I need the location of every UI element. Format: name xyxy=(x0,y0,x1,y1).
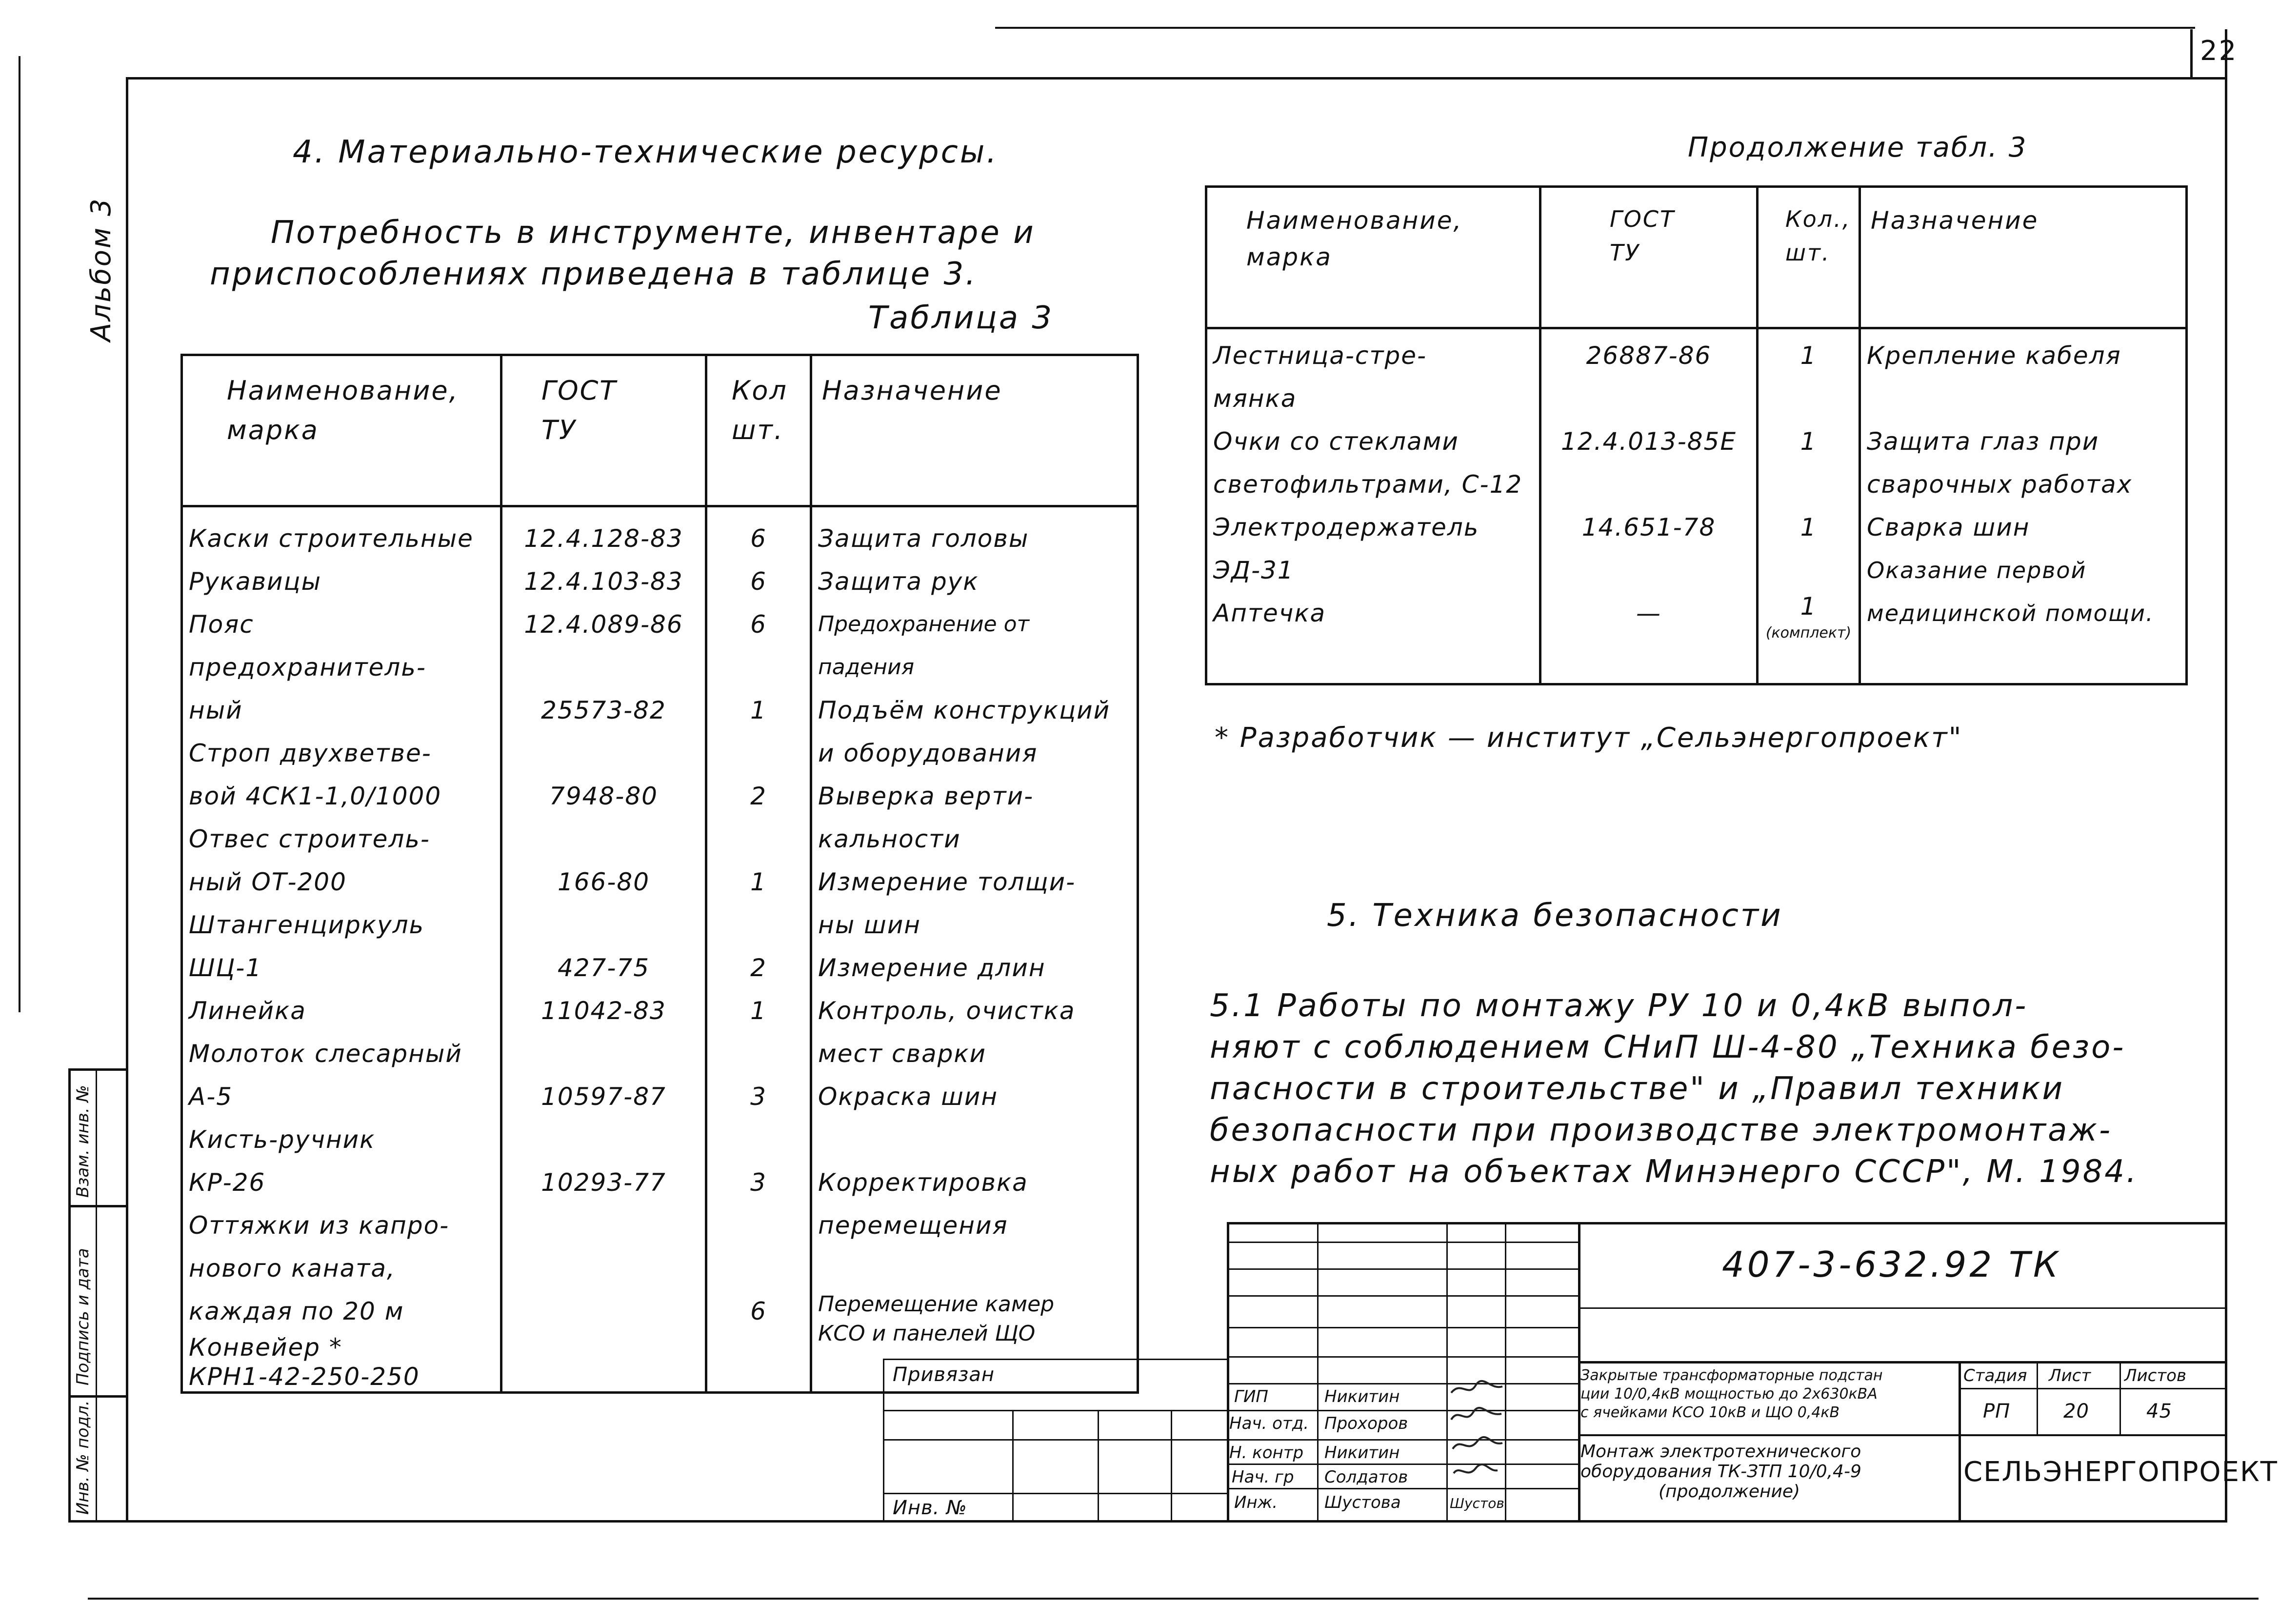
table-cell: Корректировка перемещения xyxy=(818,1168,1028,1240)
table-cell: Защита глаз при сварочных работах xyxy=(1867,427,2133,499)
table-cell: Каски строительные xyxy=(189,524,474,553)
privyazan-row3 xyxy=(883,1493,1229,1494)
sheet-sheets-divider xyxy=(2119,1361,2121,1434)
stage-label-bottom xyxy=(1959,1388,2227,1389)
person-1: Никитин xyxy=(1324,1387,1400,1406)
table-cell: 14.651-78 xyxy=(1581,513,1716,541)
table-cell: 1 xyxy=(1800,592,1817,621)
stamp-doc-code-bottom xyxy=(1578,1307,2227,1309)
role-inzh: Инж. xyxy=(1234,1493,1278,1512)
table-cell: Оказание первой медицинской помощи. xyxy=(1867,557,2154,626)
table3-title: Таблица 3 xyxy=(868,300,1054,336)
table-cell: Пояс предохранитель- ный xyxy=(189,610,426,724)
signature-4 xyxy=(1454,1464,1498,1473)
stage-sheet-divider xyxy=(2037,1361,2038,1434)
stamp-left xyxy=(1227,1222,1229,1522)
developer-note: * Разработчик — институт „Сельэнергопроект" xyxy=(1215,722,1963,754)
signature-2 xyxy=(1451,1408,1501,1420)
table-cell: Сварка шин xyxy=(1867,513,2030,541)
cont-header-row xyxy=(1206,187,2187,328)
table-cell: Электродержатель ЭД-31 xyxy=(1213,513,1479,584)
privyazan-v3 xyxy=(1171,1410,1172,1522)
table-cell: 3 xyxy=(750,1083,767,1111)
table-cell: 1 xyxy=(750,696,767,724)
stamp-row3 xyxy=(1227,1295,1578,1297)
stamp-row6 xyxy=(1227,1383,1578,1384)
stamp-top xyxy=(1227,1222,2227,1224)
cont-col-purpose xyxy=(1860,328,2187,684)
privyazan-v2 xyxy=(1098,1410,1099,1522)
stamp-row1 xyxy=(1227,1242,1578,1243)
table-cell: (комплект) xyxy=(1765,624,1852,642)
cont-header-qty: Кол., шт. xyxy=(1758,187,1860,328)
sheet-title-line1: Монтаж электротехнического xyxy=(1580,1442,1861,1462)
cont-header-purpose: Назначение xyxy=(1860,187,2187,328)
role-gip: ГИП xyxy=(1234,1387,1268,1406)
side-strip-div2 xyxy=(68,1395,127,1398)
side-strip-top xyxy=(68,1068,127,1071)
side-strip-div1 xyxy=(68,1205,127,1207)
role-n-kontr: Н. контр xyxy=(1229,1443,1304,1463)
table-cell: Контроль, очистка мест сварки xyxy=(818,997,1076,1068)
table3-header-purpose: Назначение xyxy=(811,355,1138,506)
stamp-row4 xyxy=(1227,1327,1578,1328)
doc-code: 407-3-632.92 ТК xyxy=(1722,1244,2061,1285)
side-strip-left xyxy=(68,1068,71,1522)
table-cell: Штангенциркуль ШЦ-1 xyxy=(189,911,425,982)
object-line3: с ячейками КСО 10кВ и ЩО 0,4кВ xyxy=(1580,1404,1840,1421)
table-cell: 6 xyxy=(750,610,767,639)
section5-line4: безопасности при производстве электромонтаж- xyxy=(1210,1112,2113,1148)
stamp-row8 xyxy=(1227,1439,1578,1441)
table3-header-name: Наименование, марка xyxy=(182,355,501,506)
top-rule xyxy=(995,27,2195,29)
side-vzam-inv: Взам. инв. № xyxy=(73,1085,93,1198)
table-cell: 1 xyxy=(1800,427,1817,456)
sheet-label: Лист xyxy=(2049,1366,2091,1385)
table3-col-purpose xyxy=(811,506,1138,1393)
table-cell: — xyxy=(1636,599,1661,627)
sheets-value: 45 xyxy=(2146,1400,2172,1423)
table-cell: 1 xyxy=(1800,513,1817,541)
table-cell: Крепление кабеля xyxy=(1867,341,2121,370)
stamp-object-bottom xyxy=(1578,1434,2227,1436)
table-cell: 12.4.103-83 xyxy=(524,567,683,596)
sheet-title-line3: (продолжение) xyxy=(1659,1482,1800,1502)
table-cell: Строп двухветве- вой 4СК1-1,0/1000 xyxy=(189,739,442,810)
section5-line5: ных работ на объектах Минэнерго СССР", М. 1984. xyxy=(1210,1154,2139,1190)
table3-col-name xyxy=(182,506,501,1393)
object-line1: Закрытые трансформаторные подстан xyxy=(1580,1367,1883,1384)
table3-header-qty: Кол шт. xyxy=(706,355,811,506)
table-cell: 6 xyxy=(750,1297,767,1325)
stamp-row10 xyxy=(1227,1488,1578,1489)
stamp-object-top xyxy=(1578,1361,2227,1363)
table3-header-gost: ГОСТ ТУ xyxy=(501,355,706,506)
cont-header-name: Наименование, марка xyxy=(1206,187,1540,328)
table-cell: 166-80 xyxy=(557,868,650,896)
object-line2: ции 10/0,4кВ мощностью до 2х630кВА xyxy=(1580,1385,1878,1403)
table-cell: Линейка xyxy=(189,997,306,1025)
table-cell: 6 xyxy=(750,567,767,596)
frame-left xyxy=(126,77,128,1522)
privyazan-v1 xyxy=(1012,1410,1014,1522)
table3-col-gost xyxy=(501,506,706,1393)
table-cell: Защита головы xyxy=(818,524,1029,553)
table-cell: Аптечка xyxy=(1213,599,1326,627)
table-cell: 10293-77 xyxy=(541,1168,666,1197)
role-nach-gr: Нач. гр xyxy=(1232,1467,1294,1487)
stamp-v2 xyxy=(1446,1222,1448,1522)
page-number: 22 xyxy=(2200,35,2238,67)
table-cell: 3 xyxy=(750,1168,767,1197)
stage-label: Стадия xyxy=(1963,1366,2027,1385)
privyazan-top xyxy=(883,1359,1229,1360)
person-5: Шустова xyxy=(1324,1493,1401,1512)
section5-line2: няют с соблюдением СНиП Ш-4-80 „Техника безо- xyxy=(1210,1029,2126,1065)
table-cell: Лестница-стре- мянка xyxy=(1213,341,1427,413)
table3-body xyxy=(182,506,1138,1393)
signature-3 xyxy=(1453,1437,1502,1449)
table3 xyxy=(180,354,1139,1394)
table-cell: 26887-86 xyxy=(1586,341,1712,370)
cont-col-gost xyxy=(1540,328,1758,684)
cont-col-qty xyxy=(1758,328,1860,684)
person-3: Никитин xyxy=(1324,1443,1400,1463)
table-cell: Молоток слесарный А-5 xyxy=(189,1040,462,1111)
table-cell: Выверка верти- кальности xyxy=(818,782,1034,853)
privyazan-row2 xyxy=(883,1439,1229,1441)
table-cell: Измерение длин xyxy=(818,954,1046,982)
cont-body xyxy=(1206,328,2187,684)
table-cell: Окраска шин xyxy=(818,1083,999,1111)
table-cell: Отвес строитель- ный ОТ-200 xyxy=(189,825,430,896)
table-cell: Рукавицы xyxy=(189,567,322,596)
stage-left xyxy=(1959,1361,1961,1522)
table-cell: Очки со стеклами светофильтрами, С-12 xyxy=(1213,427,1523,499)
sheet-value: 20 xyxy=(2063,1400,2089,1423)
album-label: Альбом 3 xyxy=(85,197,117,341)
table-cell: 2 xyxy=(750,954,767,982)
frame-right xyxy=(2225,29,2227,1522)
table-cell: 6 xyxy=(750,524,767,553)
table-cell: 12.4.128-83 xyxy=(524,524,683,553)
table3-header-row xyxy=(182,355,1138,506)
table-cell: 1 xyxy=(750,997,767,1025)
page-number-box-left xyxy=(2190,29,2193,78)
section5-line1: 5.1 Работы по монтажу РУ 10 и 0,4кВ выпол- xyxy=(1210,988,2028,1024)
cont-col-name xyxy=(1206,328,1540,684)
signatures xyxy=(1449,1351,1505,1520)
privyazan-label: Привязан xyxy=(893,1363,995,1386)
table-cell: 12.4.013-85Е xyxy=(1561,427,1737,456)
stamp-row7 xyxy=(1227,1410,1578,1411)
table-cell: Перемещение камер КСО и панелей ЩО xyxy=(818,1292,1055,1346)
sheet-title-line2: оборудования ТК-ЗТП 10/0,4-9 xyxy=(1580,1462,1861,1482)
table-cell: Кисть-ручник КР-26 xyxy=(189,1125,376,1197)
section5-line3: пасности в строительстве" и „Правил техники xyxy=(1210,1071,2065,1107)
continuation-title: Продолжение табл. 3 xyxy=(1688,132,2028,163)
stamp-row2 xyxy=(1227,1268,1578,1270)
privyazan-row1 xyxy=(883,1410,1229,1411)
table-cell: Конвейер * КРН1-42-250-250 xyxy=(189,1333,420,1391)
table-cell: 1 xyxy=(1800,341,1817,370)
table3-col-qty xyxy=(706,506,811,1393)
side-inv-podl: Инв. № подл. xyxy=(73,1400,93,1515)
table-cell: Оттяжки из капро- нового каната, каждая по 20 м xyxy=(189,1211,450,1325)
person-2: Прохоров xyxy=(1324,1414,1408,1433)
side-podpis-data: Подпись и дата xyxy=(73,1248,93,1385)
cont-header-gost: ГОСТ ТУ xyxy=(1540,187,1758,328)
section4-intro-line2: приспособлениях приведена в таблице 3. xyxy=(210,256,978,292)
stamp-row5 xyxy=(1227,1356,1578,1358)
table-cell: 7948-80 xyxy=(549,782,658,810)
bottom-rule xyxy=(88,1598,2259,1600)
inv-no-label: Инв. № xyxy=(893,1497,967,1519)
stamp-v3 xyxy=(1505,1222,1506,1522)
sheets-label: Листов xyxy=(2124,1366,2187,1385)
table-cell: 2 xyxy=(750,782,767,810)
signature-1 xyxy=(1451,1381,1502,1393)
section5-title: 5. Техника безопасности xyxy=(1327,898,1783,934)
continuation-table xyxy=(1205,185,2188,685)
stamp-v1 xyxy=(1317,1222,1319,1522)
table-cell: Подъём конструкций и оборудования xyxy=(818,696,1111,767)
role-nach-otd: Нач. отд. xyxy=(1229,1414,1309,1433)
section4-title: 4. Материально-технические ресурсы. xyxy=(293,134,999,170)
side-strip-mid xyxy=(96,1068,97,1522)
stage-value: РП xyxy=(1983,1400,2011,1423)
table-cell: 427-75 xyxy=(557,954,650,982)
table-cell: Измерение толщи- ны шин xyxy=(818,868,1076,939)
table-cell: Предохранение от падения xyxy=(818,612,1030,680)
person-4: Солдатов xyxy=(1324,1467,1408,1487)
frame-top xyxy=(126,77,2227,80)
org-name: СЕЛЬЭНЕРГОПРОЕКТ xyxy=(1963,1456,2278,1488)
table-cell: 11042-83 xyxy=(541,997,666,1025)
table-cell: 10597-87 xyxy=(541,1083,666,1111)
table-cell: 25573-82 xyxy=(541,696,666,724)
table-cell: 12.4.089-86 xyxy=(524,610,683,639)
signature-shustov: Шустов xyxy=(1450,1495,1504,1511)
stamp-row9 xyxy=(1227,1464,1578,1465)
section4-intro-line1: Потребность в инструменте, инвентаре и xyxy=(271,215,1036,251)
table-cell: 1 xyxy=(750,868,767,896)
table-cell: Защита рук xyxy=(818,567,979,596)
frame-bottom xyxy=(68,1520,2227,1523)
page-left-edge xyxy=(19,56,20,1012)
